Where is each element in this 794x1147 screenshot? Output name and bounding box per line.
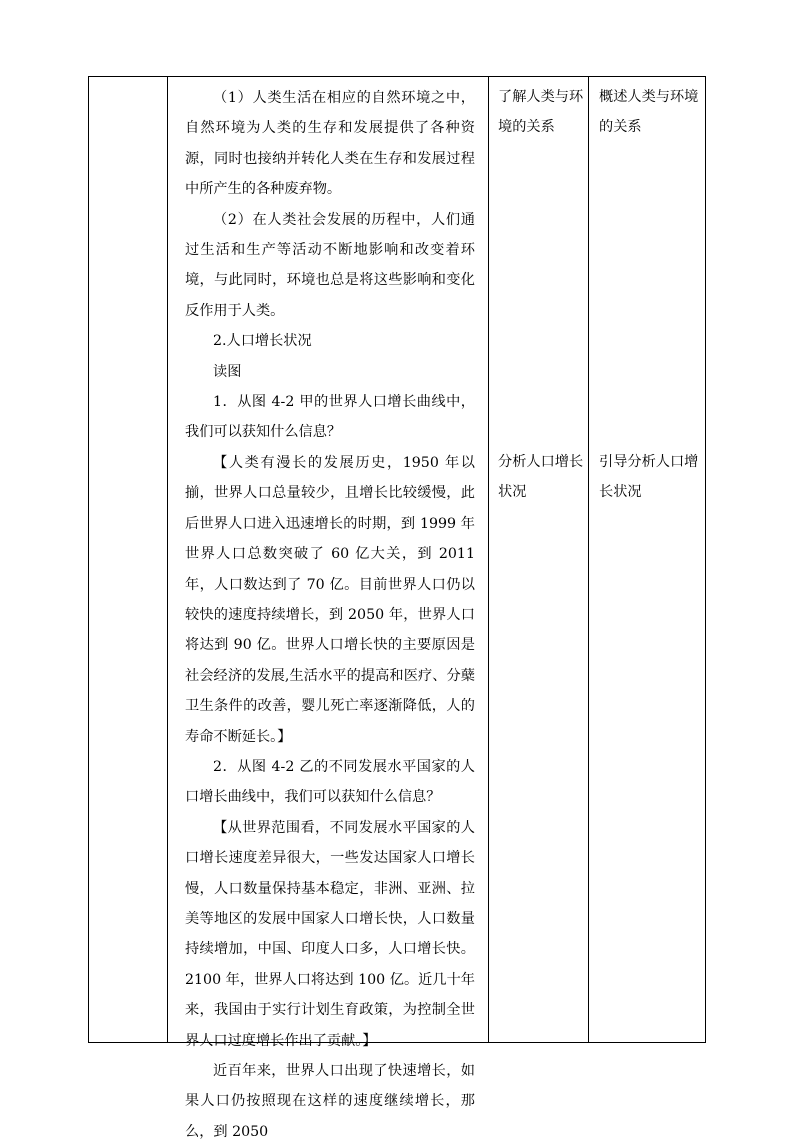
student-activity-1: 了解人类与环境的关系 xyxy=(498,89,584,136)
column-divider xyxy=(167,77,168,1042)
teaching-content-cell xyxy=(177,77,483,1147)
column-divider xyxy=(588,77,589,1042)
design-intent-cell xyxy=(594,77,705,508)
column-divider xyxy=(488,77,489,1042)
student-activity-cell xyxy=(493,77,585,508)
content-question: 1．从图 4-2 甲的世界人口增长曲线中，我们可以获知什么信息？ xyxy=(185,394,475,441)
student-activity-2: 分析人口增长状况 xyxy=(498,453,584,501)
content-answer: 【从世界范围看，不同发展水平国家的人口增长速度差异很大，一些发达国家人口增长慢，人口数量保持基本稳定，非洲、亚洲、拉美等地区的发展中国家人口增长快，人口数量持续增加，中国、印度人口多，人口增长快。2100 年，世界人口将达到 100 亿。近几十年来，我国由于实行计划生育政策，为控制全世界人口过度增长作出了贡献。】 xyxy=(185,819,475,1049)
content-paragraph: （2）在人类社会发展的历程中，人们通过生活和生产等活动不断地影响和改变着环境，与此同时，环境也总是将这些影响和变化反作用于人类。 xyxy=(185,211,475,319)
content-question: 2．从图 4-2 乙的不同发展水平国家的人口增长曲线中，我们可以获知什么信息？ xyxy=(185,758,475,806)
design-intent-2: 引导分析人口增长状况 xyxy=(599,453,699,501)
content-paragraph: （1）人类生活在相应的自然环境之中，自然环境为人类的生存和发展提供了各种资源，同时也接纳并转化人类在生存和发展过程中所产生的各种废弃物。 xyxy=(185,90,475,198)
content-paragraph: 近百年来，世界人口出现了快速增长，如果人口仍按照现在这样的速度继续增长，那么，到 2050 xyxy=(185,1063,475,1140)
content-paragraph: 读图 xyxy=(213,363,242,380)
content-heading: 2.人口增长状况 xyxy=(213,333,312,350)
lesson-plan-table xyxy=(88,76,706,1140)
design-intent-1: 概述人类与环境的关系 xyxy=(599,89,699,136)
content-answer: 【人类有漫长的发展历史，1950 年以揃，世界人口总量较少，且增长比较缓慢，此后世界人口进入迅速增长的时期，到 1999 年世界人口总数突破了 60 亿大关，到 2011 年，人口数达到了 70 亿。目前世界人口仍以较快的速度持续增长，到 2050 年，世界人口将达到 90 亿。世界人口增长快的主要原因是社会经济的发展,生活水平的提高和医疗、分蘖卫生条件的改善，婴儿死亡率逐渐降低，人的寿命不断延长。】 xyxy=(185,454,475,745)
